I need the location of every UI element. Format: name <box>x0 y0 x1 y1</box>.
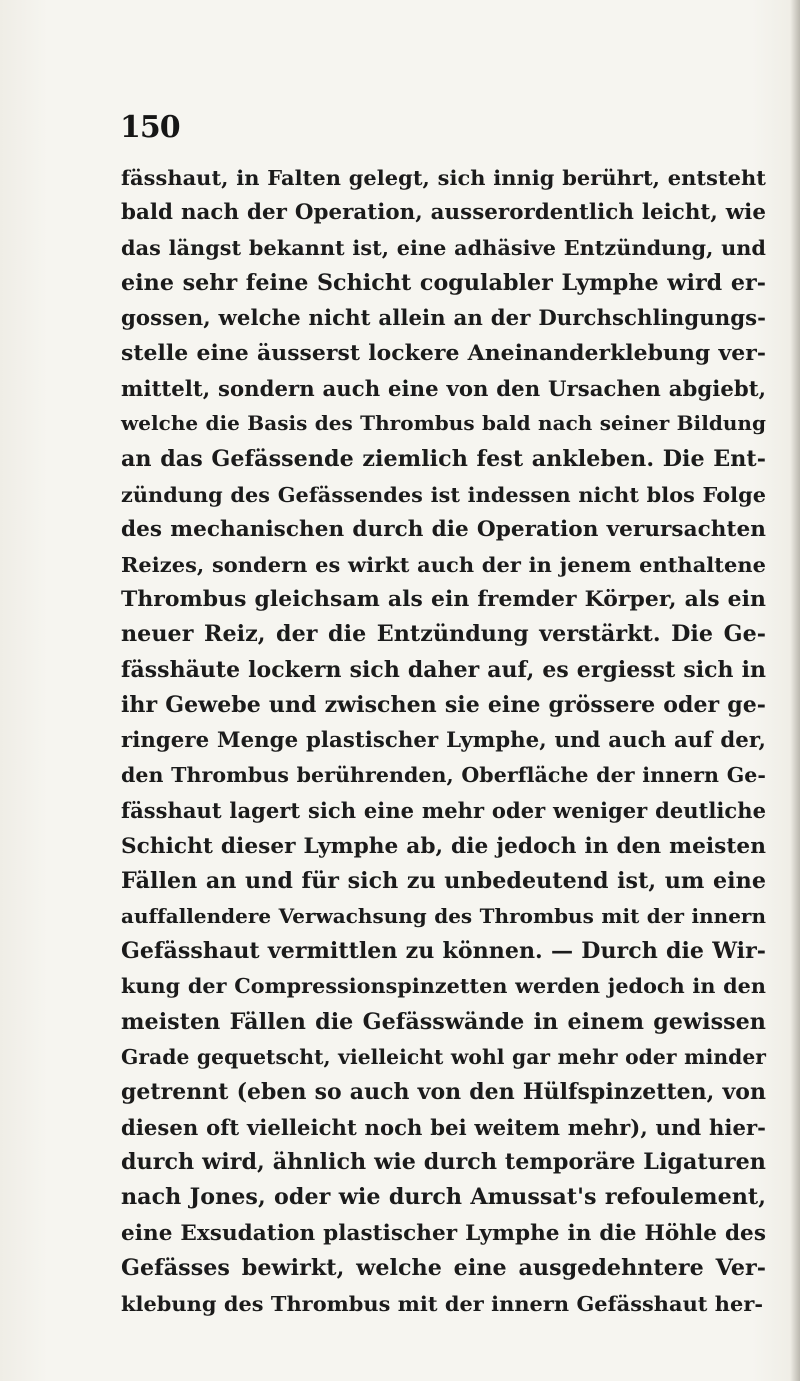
text-line: getrennt (eben so auch von den Hülfspinzetten, von <box>121 1078 766 1105</box>
body-text <box>121 160 766 1321</box>
text-line: ringere Menge plastischer Lymphe, und auch auf der, <box>121 728 766 753</box>
text-line: diesen oft vielleicht noch bei weitem mehr), und hier- <box>121 1115 766 1141</box>
page-number: 150 <box>120 110 180 145</box>
text-line: an das Gefässende ziemlich fest ankleben. Die Ent- <box>121 445 766 472</box>
page-edge-shadow <box>790 0 800 1381</box>
text-line: Thrombus gleichsam als ein fremder Körper, als ein <box>121 586 766 613</box>
text-line: kung der Compressionspinzetten werden jedoch in den <box>121 974 766 999</box>
text-line: eine Exsudation plastischer Lymphe in die Höhle des <box>121 1220 766 1246</box>
text-line: stelle eine äusserst lockere Aneinanderklebung ver- <box>121 339 766 366</box>
text-line: des mechanischen durch die Operation verursachten <box>121 516 766 542</box>
text-line: Reizes, sondern es wirkt auch der in jenem enthaltene <box>121 552 766 578</box>
text-line: klebung des Thrombus mit der innern Gefässhaut her- <box>121 1291 764 1316</box>
text-line: Fällen an und für sich zu unbedeutend ist, um eine <box>121 867 766 894</box>
text-line: welche die Basis des Thrombus bald nach seiner Bildung <box>121 411 766 436</box>
text-line: fässhaut, in Falten gelegt, sich innig berührt, entsteht <box>121 165 766 190</box>
text-line: Gefässhaut vermittlen zu können. — Durch die Wir- <box>121 938 766 965</box>
text-line: bald nach der Operation, ausserordentlich leicht, wie <box>121 200 766 226</box>
text-line: fässhaut lagert sich eine mehr oder weniger deutliche <box>121 798 766 824</box>
text-line: Schicht dieser Lymphe ab, die jedoch in den meisten <box>121 833 766 859</box>
text-line: ihr Gewebe und zwischen sie eine grössere oder ge- <box>121 691 766 718</box>
text-line: fässhäute lockern sich daher auf, es ergiesst sich in <box>121 656 766 683</box>
text-line: Gefässes bewirkt, welche eine ausgedehntere Ver- <box>121 1254 766 1281</box>
text-line: Grade gequetscht, vielleicht wohl gar mehr oder minder <box>121 1044 766 1069</box>
text-line: meisten Fällen die Gefässwände in einem gewissen <box>121 1008 766 1035</box>
text-line: mittelt, sondern auch eine von den Ursachen abgiebt, <box>121 376 766 402</box>
text-line: auffallendere Verwachsung des Thrombus mit der innern <box>121 903 766 928</box>
text-line: durch wird, ähnlich wie durch temporäre Ligaturen <box>121 1149 766 1176</box>
text-line: eine sehr feine Schicht cogulabler Lymphe wird er- <box>121 269 766 296</box>
text-line: nach Jones, oder wie durch Amussat's refoulement, <box>121 1184 766 1211</box>
text-line: zündung des Gefässendes ist indessen nicht blos Folge <box>121 481 766 507</box>
text-line: gossen, welche nicht allein an der Durchschlingungs- <box>121 305 766 331</box>
text-line: neuer Reiz, der die Entzündung verstärkt. Die Ge- <box>121 621 766 648</box>
text-line: den Thrombus berührenden, Oberfläche der innern Ge- <box>121 763 766 788</box>
text-line: das längst bekannt ist, eine adhäsive Entzündung, und <box>121 235 766 261</box>
